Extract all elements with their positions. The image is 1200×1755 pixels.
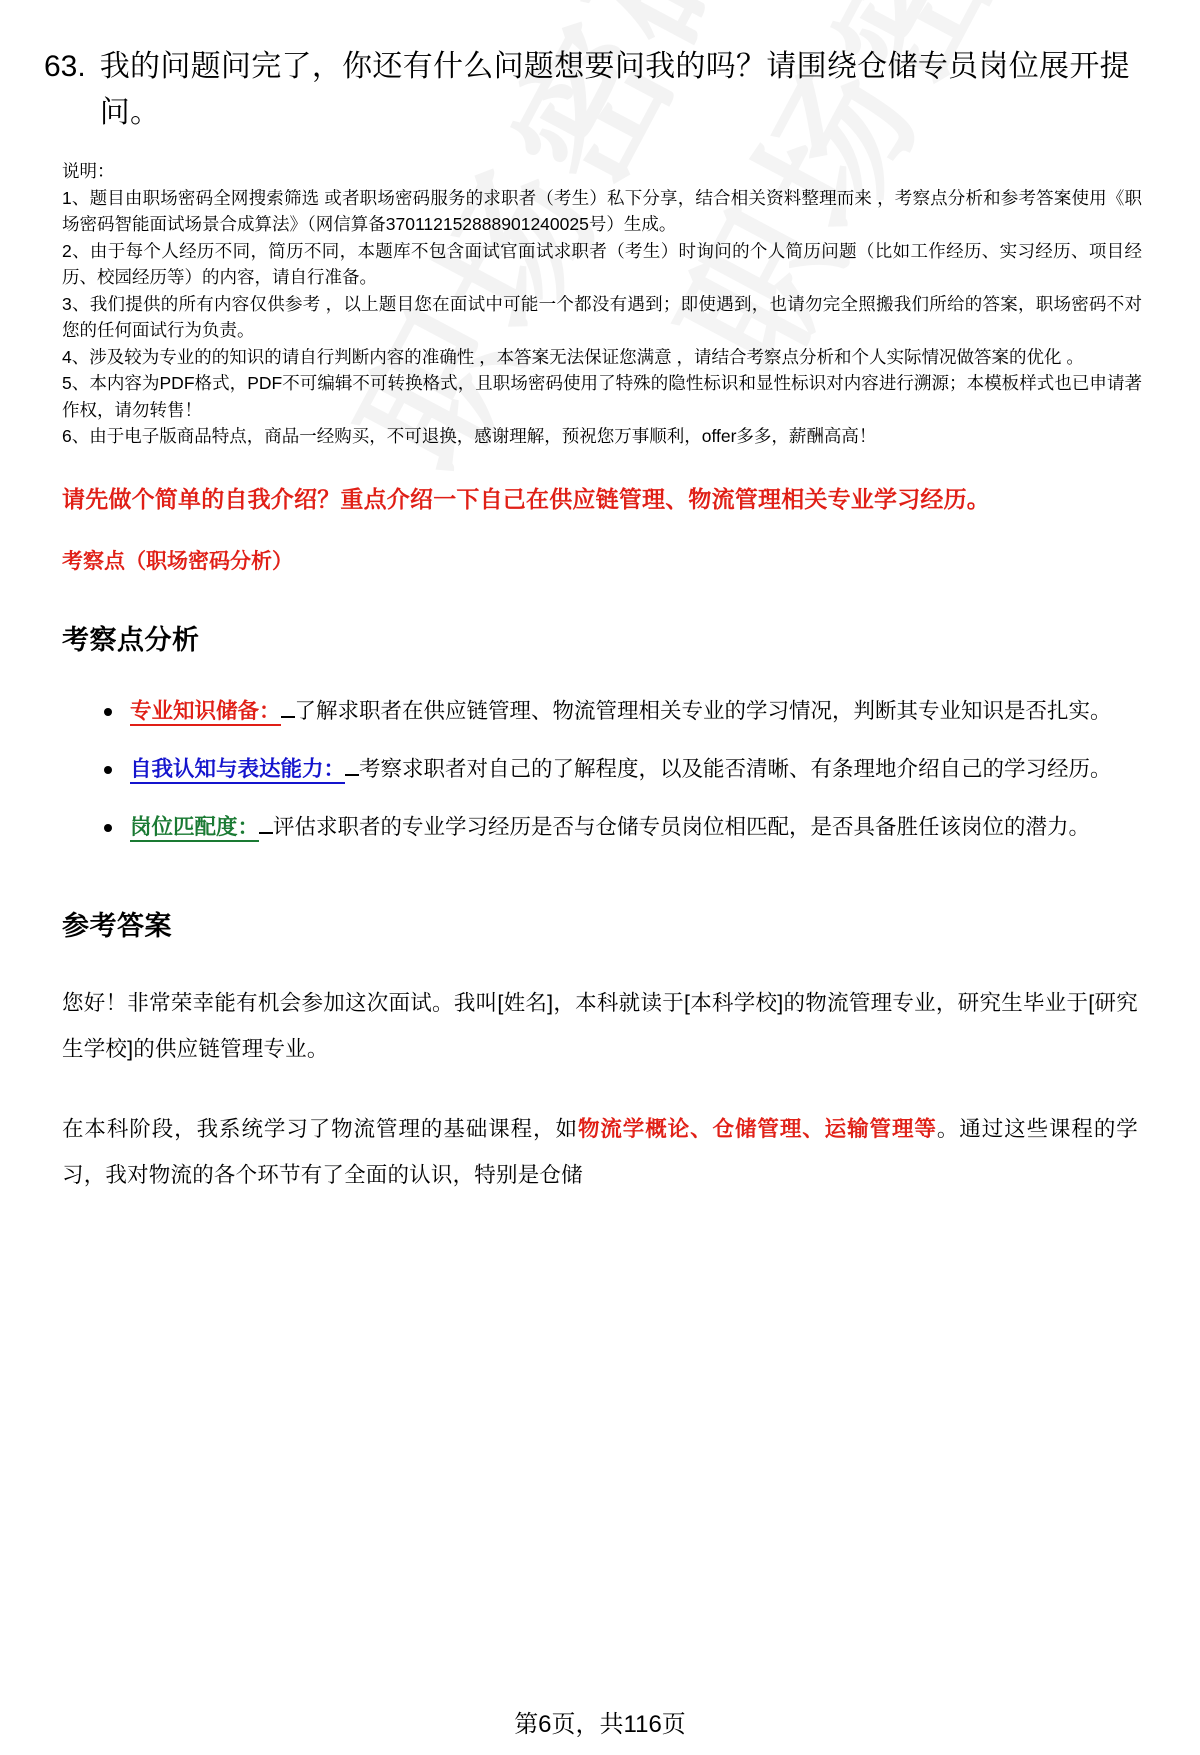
note-item-4: 4、涉及较为专业的的知识的请自行判断内容的准确性 ，本答案无法保证您满意 ，请结合考察点分析和个人实际情况做答案的优化 。 — [62, 346, 1084, 367]
analysis-list — [0, 688, 1200, 850]
analysis-text-3: 评估求职者的专业学习经历是否与仓储专员岗位相匹配，是否具备胜任该岗位的潜力。 — [273, 814, 1091, 839]
term-underline-gap — [281, 716, 295, 718]
page-footer: 第6页，共116页 — [514, 1711, 686, 1738]
notes-title: 说明： — [62, 161, 115, 181]
list-item — [130, 688, 1138, 734]
answer-paragraph-1: 您好！非常荣幸能有机会参加这次面试。我叫[姓名]，本科就读于[本科学校]的物流管理专业，研究生毕业于[研究生学校]的供应链管理专业。 — [62, 990, 1138, 1061]
answer-p2-highlight: 物流学概论、仓储管理、运输管理等 — [577, 1116, 937, 1141]
list-item — [130, 746, 1138, 792]
analysis-term-3: 岗位匹配度： — [130, 815, 259, 842]
answer-p2-post: 。通过这些课程的学习，我对物流的各个环节有了全面的认识，特别是仓储 — [62, 1116, 1138, 1187]
answer-p2-pre: 在本科阶段，我系统学习了物流管理的基础课程，如 — [62, 1116, 578, 1141]
note-item-3: 3、我们提供的所有内容仅供参考 ，以上题目您在面试中可能一个都没有遇到；即使遇到，也请勿完全照搬我们所给的答案，职场密码不对您的任何面试行为负责。 — [62, 293, 1142, 340]
note-item-6: 6、由于电子版商品特点，商品一经购买，不可退换，感谢理解，预祝您万事顺利，offer多多，薪酬高高！ — [62, 426, 877, 446]
analysis-term-2: 自我认知与表达能力： — [130, 757, 345, 784]
note-item-1: 1、题目由职场密码全网搜索筛选 或者职场密码服务的求职者（考生）私下分享，结合相关资料整理而来 ，考察点分析和参考答案使用《职场密码智能面试场景合成算法》（网信算备370112152888901240025号）生成。 — [62, 187, 1142, 234]
analysis-term-1: 专业知识储备： — [130, 699, 281, 726]
highlighted-question: 请先做个简单的自我介绍？重点介绍一下自己在供应链管理、物流管理相关专业学习经历。 — [62, 485, 990, 512]
analysis-text-1: 了解求职者在供应链管理、物流管理相关专业的学习情况，判断其专业知识是否扎实。 — [294, 698, 1112, 723]
notes-block — [0, 136, 1200, 450]
question-heading — [0, 0, 1200, 136]
answer-heading: 参考答案 — [62, 910, 172, 941]
question-title: 我的问题问完了，你还有什么问题想要问我的吗？请围绕仓储专员岗位展开提问。 — [99, 50, 1130, 129]
question-number: 63. — [44, 50, 86, 83]
term-underline-gap — [345, 774, 359, 776]
answer-paragraph-2 — [0, 1106, 1200, 1198]
assessment-label: 考察点（职场密码分析） — [62, 549, 293, 573]
term-underline-gap — [259, 832, 273, 834]
list-item — [130, 804, 1138, 850]
note-item-5: 5、本内容为PDF格式，PDF不可编辑不可转换格式，且职场密码使用了特殊的隐性标识和显性标识对内容进行溯源；本模板样式也已申请著作权，请勿转售！ — [62, 373, 1142, 420]
analysis-heading: 考察点分析 — [62, 624, 200, 655]
note-item-2: 2、由于每个人经历不同，简历不同，本题库不包含面试官面试求职者（考生）时询问的个人简历问题（比如工作经历、实习经历、项目经历、校园经历等）的内容，请自行准备。 — [62, 240, 1142, 287]
analysis-text-2: 考察求职者对自己的了解程度，以及能否清晰、有条理地介绍自己的学习经历。 — [359, 756, 1112, 781]
